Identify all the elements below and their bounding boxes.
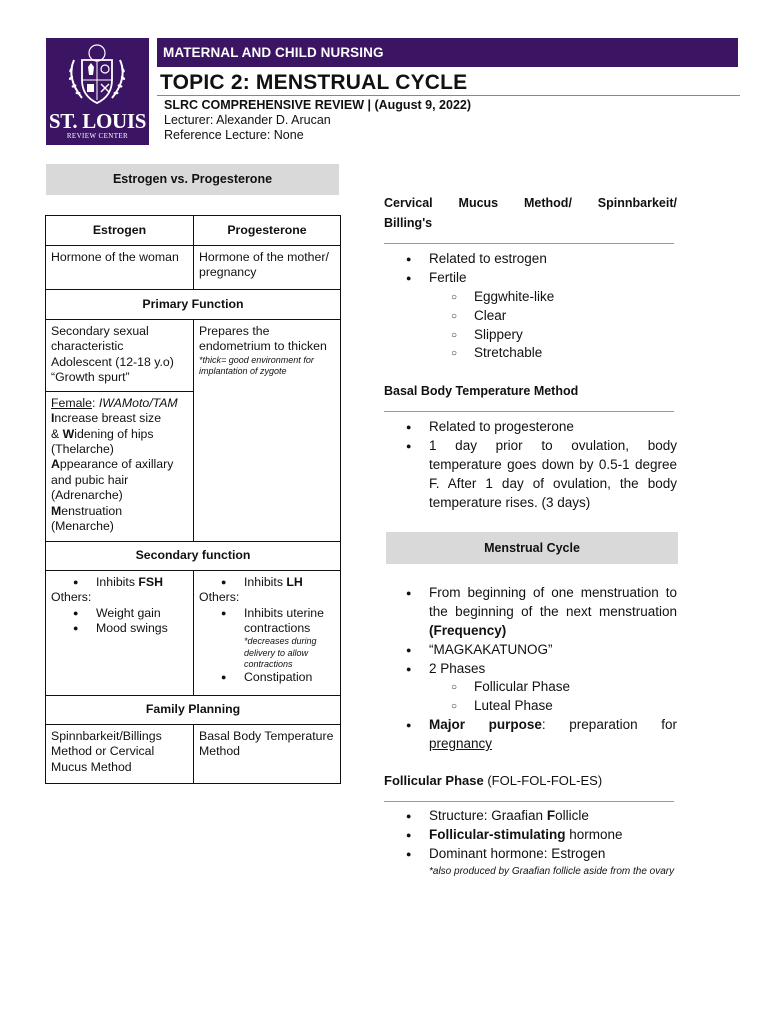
female-label: Female (51, 396, 93, 410)
table-row (46, 290, 341, 320)
contractions-note: *decreases during delivery to allow contractions (244, 636, 317, 669)
primary-line: “Growth spurt” (51, 370, 130, 385)
cervical-mucus-heading-2: Billing's (384, 216, 433, 230)
follicular-phase-heading: Follicular Phase (FOL-FOL-FOL-ES) (384, 773, 603, 788)
bbt-heading: Basal Body Temperature Method (384, 384, 579, 398)
table-row (46, 725, 341, 784)
list-item: ● Inhibits LH (199, 575, 335, 590)
col-estrogen: Estrogen (46, 216, 194, 246)
lecturer-line: Lecturer: Alexander D. Arucan (164, 113, 331, 127)
list-item: ● Fertile ○ Eggwhite-like ○ Clear ○ Slippery ○ Stretchable (384, 269, 677, 363)
estrogen-role: Hormone of the woman (46, 246, 194, 290)
course-band: MATERNAL AND CHILD NURSING (157, 38, 738, 67)
review-line: SLRC COMPREHENSIVE REVIEW | (August 9, 2022) (164, 98, 472, 112)
list-item: ● Dominant hormone: Estrogen *also produced by Graafian follicle aside from the ovary (384, 845, 677, 879)
progesterone-primary (194, 320, 341, 542)
reference-line: Reference Lecture: None (164, 128, 304, 142)
others-label: Others: (199, 590, 240, 605)
divider (384, 243, 674, 244)
female-mnemonic: Female: IWAMoto/TAM (51, 396, 178, 410)
list-item: ● 1 day prior to ovulation, body temperature goes down by 0.5-1 degree F. After 1 day of ovulation, the body temperature rises. (3 days) (384, 437, 677, 513)
header-divider (157, 95, 740, 96)
section-estrogen-vs-progesterone: Estrogen vs. Progesterone (46, 164, 339, 195)
trait-i: Increase breast size (51, 411, 162, 426)
list-item: ● “MAGKAKATUNOG” (384, 641, 677, 660)
cervical-mucus-list (384, 250, 677, 363)
follicle-note: *also produced by Graafian follicle aside from the ovary (429, 865, 675, 877)
divider (384, 411, 674, 412)
bbt-list (384, 418, 677, 512)
progesterone-primary-note: *thick= good environment for implantation of zygote (199, 354, 314, 376)
trait-a: Appearance of axillary and pubic hair (Adrenarche) (51, 457, 174, 503)
col-progesterone: Progesterone (194, 216, 341, 246)
menstrual-cycle-list (384, 584, 677, 754)
cervical-mucus-heading: Cervical Mucus Method/ Spinnbarkeit/ (384, 196, 677, 210)
estrogen-primary-a (46, 320, 194, 392)
st-louis-logo (46, 38, 149, 145)
crest-icon (62, 40, 132, 110)
comparison-table (45, 215, 341, 784)
primary-line: Secondary sexual characteristic (51, 324, 149, 354)
list-item: ● Mood swings (51, 621, 188, 636)
logo-name: ST. LOUIS (48, 109, 147, 133)
list-item: ● Inhibits FSH (51, 575, 188, 590)
list-item: ○ Stretchable (429, 344, 677, 363)
others-label: Others: (51, 590, 92, 605)
list-item: ● Constipation (199, 670, 335, 685)
section-menstrual-cycle: Menstrual Cycle (386, 532, 678, 564)
table-row (46, 320, 341, 392)
progesterone-role: Hormone of the mother/ pregnancy (194, 246, 341, 290)
list-item: ● Structure: Graafian Follicle (384, 807, 677, 826)
primary-function-title: Primary Function (46, 290, 341, 320)
table-row (46, 246, 341, 290)
logo-subtitle: REVIEW CENTER (66, 132, 129, 140)
follicular-phase-list (384, 807, 677, 879)
secondary-function-title: Secondary function (46, 542, 341, 571)
divider (384, 801, 674, 802)
list-item: ○ Follicular Phase (429, 678, 677, 697)
list-item: ● Inhibits uterine contractions *decreases during delivery to allow contractions (199, 606, 335, 670)
mnemonic: IWAMoto/TAM (98, 396, 178, 410)
table-row (46, 696, 341, 725)
trait-m: Menstruation (Menarche) (51, 503, 123, 533)
progesterone-primary-text: Prepares the endometrium to thicken (199, 324, 327, 354)
family-planning-title: Family Planning (46, 696, 341, 725)
estrogen-secondary (46, 571, 194, 696)
table-header-row (46, 216, 341, 246)
list-item: ○ Eggwhite-like (429, 288, 677, 307)
page-title: TOPIC 2: MENSTRUAL CYCLE (160, 71, 468, 94)
list-item: ● Follicular-stimulating hormone (384, 826, 677, 845)
list-item: ● Weight gain (51, 606, 188, 621)
list-item: ● 2 Phases ○ Follicular Phase ○ Luteal Phase (384, 660, 677, 717)
progesterone-secondary (194, 571, 341, 696)
trait-w: & Widening of hips (Thelarche) (51, 426, 154, 457)
list-item: ○ Slippery (429, 326, 677, 345)
table-row (46, 542, 341, 571)
primary-line: Adolescent (12-18 y.o) (51, 354, 174, 369)
list-item: ● Related to progesterone (384, 418, 677, 437)
list-item: ● Major purpose: preparation for pregnancy (384, 716, 677, 754)
progesterone-family-planning: Basal Body Temperature Method (194, 725, 341, 784)
list-item: ○ Clear (429, 307, 677, 326)
list-item: ○ Luteal Phase (429, 697, 677, 716)
estrogen-family-planning: Spinnbarkeit/Billings Method or Cervical Mucus Method (46, 725, 194, 784)
estrogen-primary-b (46, 392, 194, 542)
list-item: ● From beginning of one menstruation to the beginning of the next menstruation (Frequency) (384, 584, 677, 641)
list-item: ● Related to estrogen (384, 250, 677, 269)
table-row (46, 571, 341, 696)
